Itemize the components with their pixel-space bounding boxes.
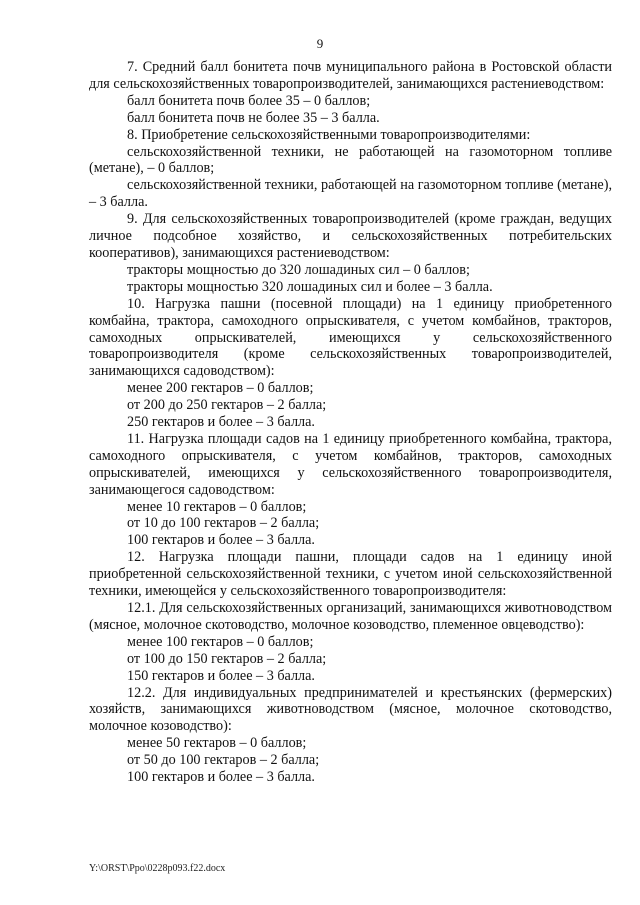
list-item: менее 10 гектаров – 0 баллов; — [127, 498, 307, 515]
paragraph-11: 11. Нагрузка площади садов на 1 единицу приобретенного комбайна, трактора, самоходного опрыскивателя, с учетом комбайнов, тракторов, самоходных опрыскивателей, имеющихся у сельскохозяйственного товаропроизводителя, занимающегося садоводством: — [89, 430, 612, 498]
list-item: от 10 до 100 гектаров – 2 балла; — [127, 515, 320, 532]
paragraph-10: 10. Нагрузка пашни (посевной площади) на 1 единицу приобретенного комбайна, трактора, самоходного опрыскивателя, с учетом комбайнов, тракторов, самоходных опрыскивателей, имеющихся у сельскохозяйственного товаропроизводителя (кроме сельскохозяйственных товаропроизводителей, занимающихся садоводством): — [89, 295, 612, 380]
list-item: сельскохозяйственной техники, работающей на газомоторном топливе (метане), – 3 балла. — [89, 177, 612, 211]
list-item: менее 200 гектаров – 0 баллов; — [127, 380, 314, 397]
list-item: 150 гектаров и более – 3 балла. — [127, 667, 315, 684]
list-item: от 50 до 100 гектаров – 2 балла; — [127, 752, 320, 769]
list-item: балл бонитета почв более 35 – 0 баллов; — [127, 92, 371, 109]
list-item: 100 гектаров и более – 3 балла. — [127, 532, 315, 549]
paragraph-7: 7. Средний балл бонитета почв муниципального района в Ростовской области для сельскохозяйственных товаропроизводителей, занимающихся растениеводством: — [89, 59, 612, 92]
paragraph-9: 9. Для сельскохозяйственных товаропроизводителей (кроме граждан, ведущих личное подсобное хозяйство, и сельскохозяйственных потребительских кооперативов), занимающихся растениеводством: — [89, 211, 612, 261]
list-item: менее 100 гектаров – 0 баллов; — [127, 633, 314, 650]
paragraph-12-2: 12.2. Для индивидуальных предпринимателей и крестьянских (фермерских) хозяйств, занимающихся животноводством (мясное, молочное скотоводство, молочное козоводство): — [89, 684, 612, 735]
list-item: балл бонитета почв не более 35 – 3 балла. — [127, 109, 380, 126]
paragraph-12: 12. Нагрузка площади пашни, площади садов на 1 единицу иной приобретенной сельскохозяйственной техники, с учетом иной сельскохозяйственной техники, имеющейся у сельскохозяйственного товаропроизводителя: — [89, 549, 612, 600]
paragraph-8: 8. Приобретение сельскохозяйственными товаропроизводителями: — [127, 126, 531, 143]
list-item: от 100 до 150 гектаров – 2 балла; — [127, 650, 327, 667]
page-number: 9 — [316, 36, 324, 51]
list-item: 250 гектаров и более – 3 балла. — [127, 414, 315, 431]
paragraph-12-1: 12.1. Для сельскохозяйственных организаций, занимающихся животноводством (мясное, молочное скотоводство, молочное козоводство, племенное овцеводство): — [89, 600, 612, 633]
document-body — [89, 59, 612, 786]
list-item: от 200 до 250 гектаров – 2 балла; — [127, 397, 327, 414]
list-item: менее 50 гектаров – 0 баллов; — [127, 735, 307, 752]
list-item: сельскохозяйственной техники, не работающей на газомоторном топливе (метане), – 0 баллов; — [89, 143, 612, 177]
list-item: тракторы мощностью до 320 лошадиных сил – 0 баллов; — [127, 261, 470, 278]
list-item: 100 гектаров и более – 3 балла. — [127, 769, 315, 786]
list-item: тракторы мощностью 320 лошадиных сил и более – 3 балла. — [127, 278, 493, 295]
footer-file-path: Y:\ORST\Ppo\0228p093.f22.docx — [89, 863, 226, 874]
